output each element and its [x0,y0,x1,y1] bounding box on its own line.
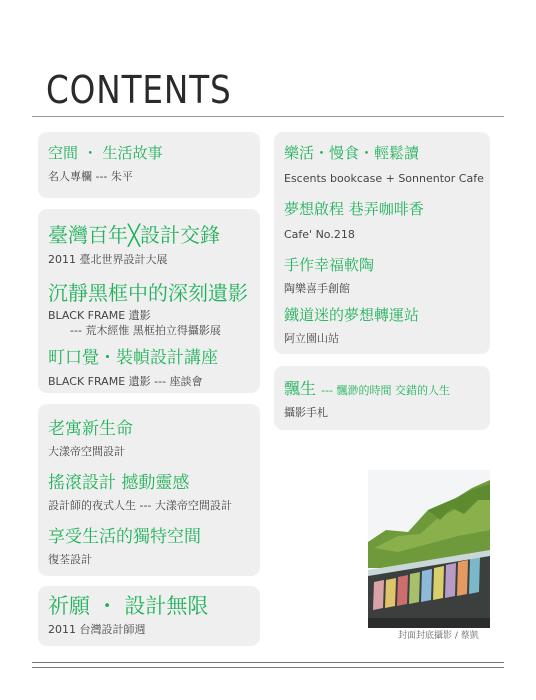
toc-entry-railway-station[interactable] [284,304,484,346]
toc-entry-old-apartment[interactable] [48,414,254,459]
entry-subtitle: 復荃設計 [48,553,92,566]
toc-entry-alley-cafe[interactable] [284,198,484,242]
bottom-divider [32,667,504,668]
entry-subtitle: 2011 臺北世界設計大展 [48,253,168,266]
entry-subtitle: 攝影手札 [284,406,328,419]
toc-entry-space-stories[interactable] [48,142,254,184]
cover-photo [368,470,490,628]
title-divider [32,116,504,117]
entry-heading-tail: --- 飄渺的時間 交錯的人生 [321,384,451,397]
toc-entry-black-frame[interactable] [48,277,254,338]
entry-heading: 搖滾設計 撼動靈感 [48,473,190,493]
entry-subtitle: BLACK FRAME 遺影 [48,309,151,322]
entry-subtitle: 陶樂喜手創館 [284,282,350,295]
toc-card-photo-notes [274,366,490,430]
toc-card-space-stories [38,132,260,198]
entry-subtitle: 大漾帝空間設計 [48,445,125,458]
entry-subtitle: 設計師的夜式人生 --- 大漾帝空間設計 [48,499,232,512]
entry-heading: 老寓新生命 [48,419,133,439]
entry-subtitle: Cafe' No.218 [284,228,355,241]
toc-entry-designer-week[interactable] [48,590,254,637]
entry-subtitle: 阿立園山站 [284,332,339,345]
bottom-divider [32,662,504,663]
entry-subtitle: BLACK FRAME 遺影 --- 座談會 [48,375,203,388]
toc-entry-design-expo[interactable] [48,219,254,267]
toc-entry-bookbinding-lecture[interactable] [48,343,254,389]
photo-credit: 封面封底攝影 / 蔡凱 [398,631,479,641]
entry-heading: 飄生 [284,379,317,398]
toc-entry-unique-space[interactable] [48,522,254,567]
entry-heading: 鐵道迷的夢想轉運站 [284,306,420,324]
toc-entry-rock-design[interactable] [48,468,254,513]
toc-card-interiors [38,404,260,576]
entry-heading: 町口覺・裝幀設計講座 [48,348,218,368]
toc-entry-photo-notes[interactable] [284,376,484,420]
toc-entry-clay-craft[interactable] [284,254,484,296]
toc-card-lohas [274,132,490,354]
entry-subtitle: 2011 台灣設計師週 [48,623,146,636]
building-illustration [368,470,490,628]
entry-subtitle: Escents bookcase + Sonnentor Cafe [284,172,484,185]
toc-card-design-expo [38,209,260,393]
entry-heading: 夢想啟程 巷弄咖啡香 [284,200,424,218]
entry-heading: 手作幸福軟陶 [284,256,375,274]
entry-heading: 空間 ・ 生活故事 [48,144,163,162]
entry-subtitle: 名人專欄 --- 朱平 [48,170,133,183]
entry-heading-row [284,376,484,399]
entry-heading: 祈願 ・ 設計無限 [48,594,209,618]
toc-card-designer-week [38,586,260,646]
entry-heading: 沉靜黑框中的深刻遺影 [48,281,248,305]
entry-subtitle-line2: --- 荒木經惟 黑框拍立得攝影展 [70,324,221,337]
page-title: CONTENTS [46,68,232,112]
entry-heading: 樂活・慢食・輕鬆讀 [284,144,420,162]
toc-entry-lohas[interactable] [284,142,484,186]
entry-heading: 臺灣百年╳設計交鋒 [48,223,221,247]
entry-heading: 享受生活的獨特空間 [48,527,201,547]
